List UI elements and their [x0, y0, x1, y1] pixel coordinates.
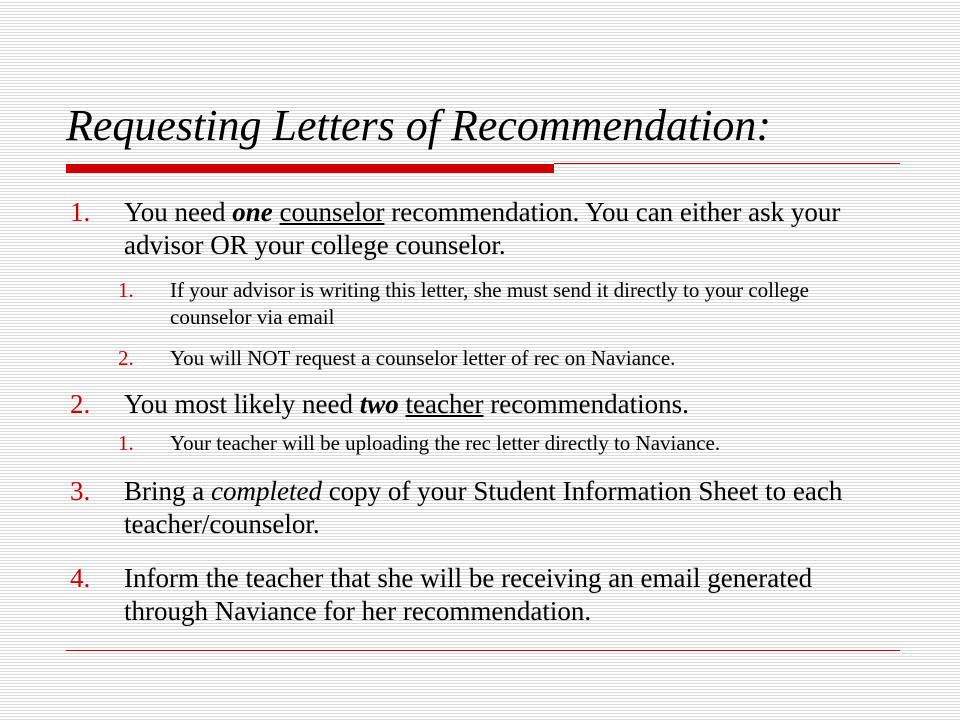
emphasis-two: two — [359, 389, 399, 419]
text-segment: You most likely need — [124, 389, 360, 419]
sub-item-1-1 — [118, 277, 858, 331]
list-item-3 — [70, 475, 860, 541]
text-segment: recommendations. — [483, 389, 689, 419]
underline-counselor: counselor — [279, 197, 385, 227]
text-segment: Bring a — [124, 476, 211, 506]
sub-item-2-1 — [118, 430, 858, 457]
list-item-1 — [70, 196, 860, 262]
sub-item-text: If your advisor is writing this letter, she must send it directly to your college counselor via email — [170, 278, 809, 329]
list-number: 4. — [70, 563, 91, 593]
text-segment: recommendation. You can either ask your advisor OR your college counselor. — [124, 197, 841, 260]
sub-item-text: You will NOT request a counselor letter of rec on Naviance. — [170, 346, 676, 370]
sub-item-text: Your teacher will be uploading the rec letter directly to Naviance. — [170, 431, 721, 455]
footer-rule — [66, 650, 900, 651]
underline-teacher: teacher — [405, 389, 484, 419]
text-segment: You need — [124, 197, 233, 227]
title-underline-thin — [554, 163, 900, 164]
list-item-2 — [70, 388, 860, 421]
text-segment: copy of your Student Information Sheet to each teacher/counselor. — [124, 476, 843, 539]
sub-item-1-2 — [118, 345, 858, 372]
list-item-text — [124, 388, 860, 421]
emphasis-one: one — [232, 197, 273, 227]
text-segment — [399, 389, 406, 419]
title-underline-thick — [66, 164, 554, 173]
list-item-4 — [70, 562, 860, 628]
list-number: 3. — [70, 476, 91, 506]
list-number: 1. — [70, 197, 91, 227]
sub-number: 1. — [118, 278, 134, 302]
list-item-text — [124, 475, 860, 541]
emphasis-completed: completed — [211, 476, 322, 506]
sub-number: 1. — [118, 431, 134, 455]
list-number: 2. — [70, 389, 91, 419]
sub-number: 2. — [118, 346, 134, 370]
list-item-text — [124, 196, 860, 262]
list-item-text: Inform the teacher that she will be receiving an email generated through Naviance for her recommendation. — [124, 563, 813, 626]
slide-title: Requesting Letters of Recommendation: — [66, 101, 772, 150]
text-segment — [273, 197, 280, 227]
